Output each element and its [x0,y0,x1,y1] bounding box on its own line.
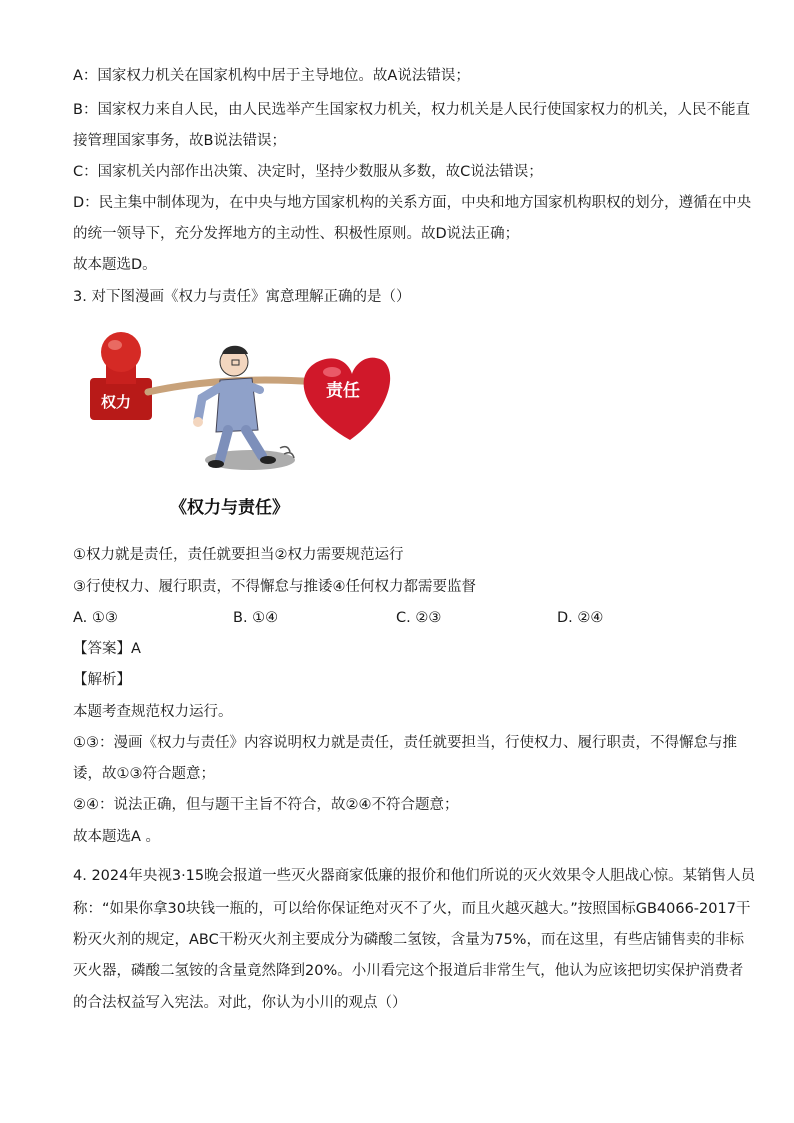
text-line: ①③：漫画《权力与责任》内容说明权力就是责任，责任就要担当，行使权力、履行职责，不得懈怠与推 [73,735,737,751]
answer-line: 【答案】A [73,641,141,657]
text-line: 粉灭火剂的规定，ABC干粉灭火剂主要成分为磷酸二氢铵，含量为75%，而在这里，有些店铺售卖的非标 [73,932,744,948]
analysis-heading: 【解析】 [73,672,131,688]
option-c: C. ②③ [396,610,442,626]
statement-line: ③行使权力、履行职责，不得懈怠与推诿④任何权力都需要监督 [73,579,476,595]
statement-line: ①权力就是责任，责任就要担当②权力需要规范运行 [73,547,404,563]
text-line: B：国家权力来自人民，由人民选举产生国家权力机关，权力机关是人民行使国家权力的机关，人民不能直 [73,102,750,118]
text-line: 诿，故①③符合题意； [73,766,215,782]
cartoon-power-and-responsibility [82,330,394,520]
option-b: B. ①④ [233,610,279,626]
text-line: C：国家机关内部作出决策、决定时，坚持少数服从多数，故C说法错误； [73,164,543,180]
text-line: 本题考查规范权力运行。 [73,704,233,720]
question-3-stem: 3. 对下图漫画《权力与责任》寓意理解正确的是（） [73,289,411,305]
text-line: 称：“如果你拿30块钱一瓶的，可以给你保证绝对灭不了火，而且火越灭越大。”按照国标GB4066-2017干 [73,901,751,917]
text-line: ②④：说法正确，但与题干主旨不符合，故②④不符合题意； [73,797,459,813]
text-line: 灭火器，磷酸二氢铵的含量竟然降到20%。小川看完这个报道后非常生气，他认为应该把切实保护消费者 [73,963,744,979]
text-line: 接管理国家事务，故B说法错误； [73,133,286,149]
stamp-label: 权力 [101,393,132,411]
option-d: D. ②④ [557,610,604,626]
text-line: A：国家权力机关在国家机构中居于主导地位。故A说法错误； [73,68,470,84]
question-4-stem: 4. 2024年央视3·15晚会报道一些灭火器商家低廉的报价和他们所说的灭火效果令人胆战心惊。某销售人员 [73,868,756,884]
text-line: 的统一领导下，充分发挥地方的主动性、积极性原则。故D说法正确； [73,226,520,242]
cartoon-caption: 《权力与责任》 [170,498,289,518]
option-a: A. ①③ [73,610,118,626]
text-line: D：民主集中制体现为，在中央与地方国家机构的关系方面，中央和地方国家机构职权的划分，遵循在中央 [73,195,752,211]
text-line: 故本题选A 。 [73,829,161,845]
heart-label: 责任 [326,381,360,401]
text-line: 故本题选D。 [73,257,157,273]
text-line: 的合法权益写入宪法。对此，你认为小川的观点（） [73,995,407,1011]
